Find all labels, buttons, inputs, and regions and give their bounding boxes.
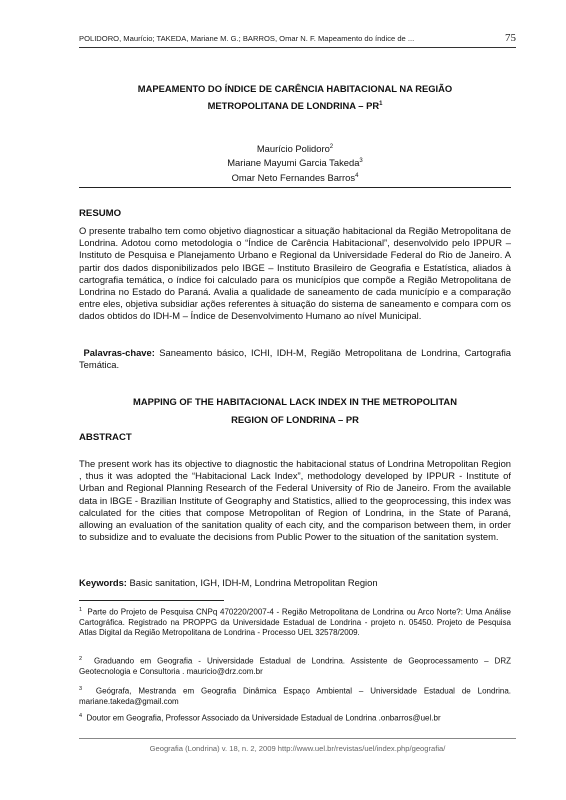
footnote-1 bbox=[79, 605, 511, 639]
author-2-note: 3 bbox=[359, 158, 363, 165]
header-rule bbox=[79, 47, 516, 48]
footer-rule bbox=[79, 738, 516, 739]
footnote-4 bbox=[79, 711, 511, 724]
footnote-4-num: 4 bbox=[79, 713, 83, 719]
footnote-3 bbox=[79, 684, 511, 707]
author-3-name: Omar Neto Fernandes Barros bbox=[231, 171, 356, 183]
footnote-4-text: Doutor em Geografia, Professor Associado da Universidade Estadual de Londrina .onbarros@uel.br bbox=[86, 713, 441, 723]
title-pt-line2 bbox=[79, 100, 511, 111]
palavras-chave-label: Palavras-chave: bbox=[83, 347, 155, 358]
title-en-line1: MAPPING OF THE HABITACIONAL LACK INDEX IN THE METROPOLITAN bbox=[133, 396, 457, 407]
author-3-note: 4 bbox=[355, 172, 359, 179]
journal-footer: Geografia (Londrina) v. 18, n. 2, 2009 http://www.uel.br/revistas/uel/index.php/geografia/ bbox=[149, 744, 446, 753]
abstract-heading: ABSTRACT bbox=[79, 432, 132, 443]
author-1-note: 2 bbox=[329, 144, 334, 150]
author-2 bbox=[79, 155, 511, 169]
resumo-heading: RESUMO bbox=[79, 208, 122, 219]
footnote-1-num: 1 bbox=[79, 607, 83, 613]
keywords-label: Keywords: bbox=[79, 577, 127, 588]
footnote-2-num: 2 bbox=[79, 656, 83, 662]
resumo-text: O presente trabalho tem como objetivo diagnosticar a situação habitacional da Região Metropolitana de Londrina. Adotou como metodologia o “Índice de Carência Habitacional”, desenvolvido pelo IPPUR – Instituto de Pesquisa e Planejamento Urbano e Regional da Universidade Federal do Rio de Janeiro. A partir dos dados disponibilizados pelo IBGE – Instituto Brasileiro de Geografia e Estatística, aliados à cartografia temática, o índice foi calculado para os municípios que compõe a Região Metropolitana de Londrina no Estado do Paraná. Avalia a qualidade de saneamento de cada município e a comparação entre eles, objetiva subsidiar ações referentes à situação do sistema de saneamento e compara com os dados obtidos do IDH-M – Índice de Desenvolvimento Humano ao nível Municipal. bbox=[79, 225, 511, 322]
author-3 bbox=[79, 170, 511, 184]
keywords-text: Basic sanitation, IGH, IDH-M, Londrina Metropolitan Region bbox=[126, 577, 378, 588]
author-2-name: Mariane Mayumi Garcia Takeda bbox=[227, 157, 360, 169]
running-title: POLIDORO, Maurício; TAKEDA, Mariane M. G.; BARROS, Omar N. F. Mapeamento do índice de ... bbox=[79, 34, 415, 43]
footnote-3-text: Geógrafa, Mestranda em Geografia Dinâmica Espaço Ambiental – Universidade Estadual de Londrina. mariane.takeda@gmail.com bbox=[79, 686, 511, 707]
footnote-2 bbox=[79, 654, 511, 677]
footnote-rule bbox=[79, 600, 224, 601]
author-1-name: Maurício Polidoro bbox=[256, 143, 330, 155]
abstract-keywords bbox=[79, 577, 511, 589]
title-pt-line1: MAPEAMENTO DO ÍNDICE DE CARÊNCIA HABITACIONAL NA REGIÃO bbox=[137, 83, 453, 94]
footnote-2-text: Graduando em Geografia - Universidade Estadual de Londrina. Assistente de Geoprocessamento – DRZ Geotecnologia e Consultoria . mauricio@drz.com.br bbox=[79, 656, 511, 677]
author-list bbox=[79, 141, 511, 184]
title-footnote-ref: 1 bbox=[379, 100, 383, 107]
footnote-3-num: 3 bbox=[79, 686, 83, 692]
resumo-keywords bbox=[79, 347, 511, 371]
footnote-1-text: Parte do Projeto de Pesquisa CNPq 470220/2007-4 - Região Metropolitana de Londrina ou Arco Norte?: Uma Análise Cartográfica. Registrado na PROPPG da Universidade Estadual de Londrina - projeto n. 05450. Projeto de Pesquisa Atlas Digital da Região Metropolitana de Londrina - Processo UEL 32578/2009. bbox=[79, 607, 511, 638]
title-pt-line2-text: METROPOLITANA DE LONDRINA – PR bbox=[207, 100, 380, 111]
authors-rule bbox=[79, 187, 511, 188]
author-1 bbox=[79, 141, 511, 155]
page-number: 75 bbox=[505, 32, 516, 44]
title-en-line2: REGION OF LONDRINA – PR bbox=[231, 414, 359, 425]
palavras-chave-text: Saneamento básico, ICHI, IDH-M, Região Metropolitana de Londrina, Cartografia Temática. bbox=[79, 347, 511, 371]
abstract-text: The present work has its objective to diagnostic the habitacional status of Londrina Metropolitan Region , thus it was adopted the “Habitacional Lack Index”, methodology developed by IPPUR - Institute of Urban and Regional Planning Research of the Federal University of Rio de Janeiro. From the available data in IBGE - Brazilian Institute of Geography and Statistics, allied to the geoprocessing, this index was calculated for the cities that compose Metropolitan of Region of Londrina, in the State of Paraná, allowing an evaluation of the sanitation quality of each city, and the comparison between them, in order to subsidize and to evaluate the decisions from Public Power to the situation of the sanitation system. bbox=[79, 458, 511, 543]
running-header bbox=[79, 34, 516, 43]
